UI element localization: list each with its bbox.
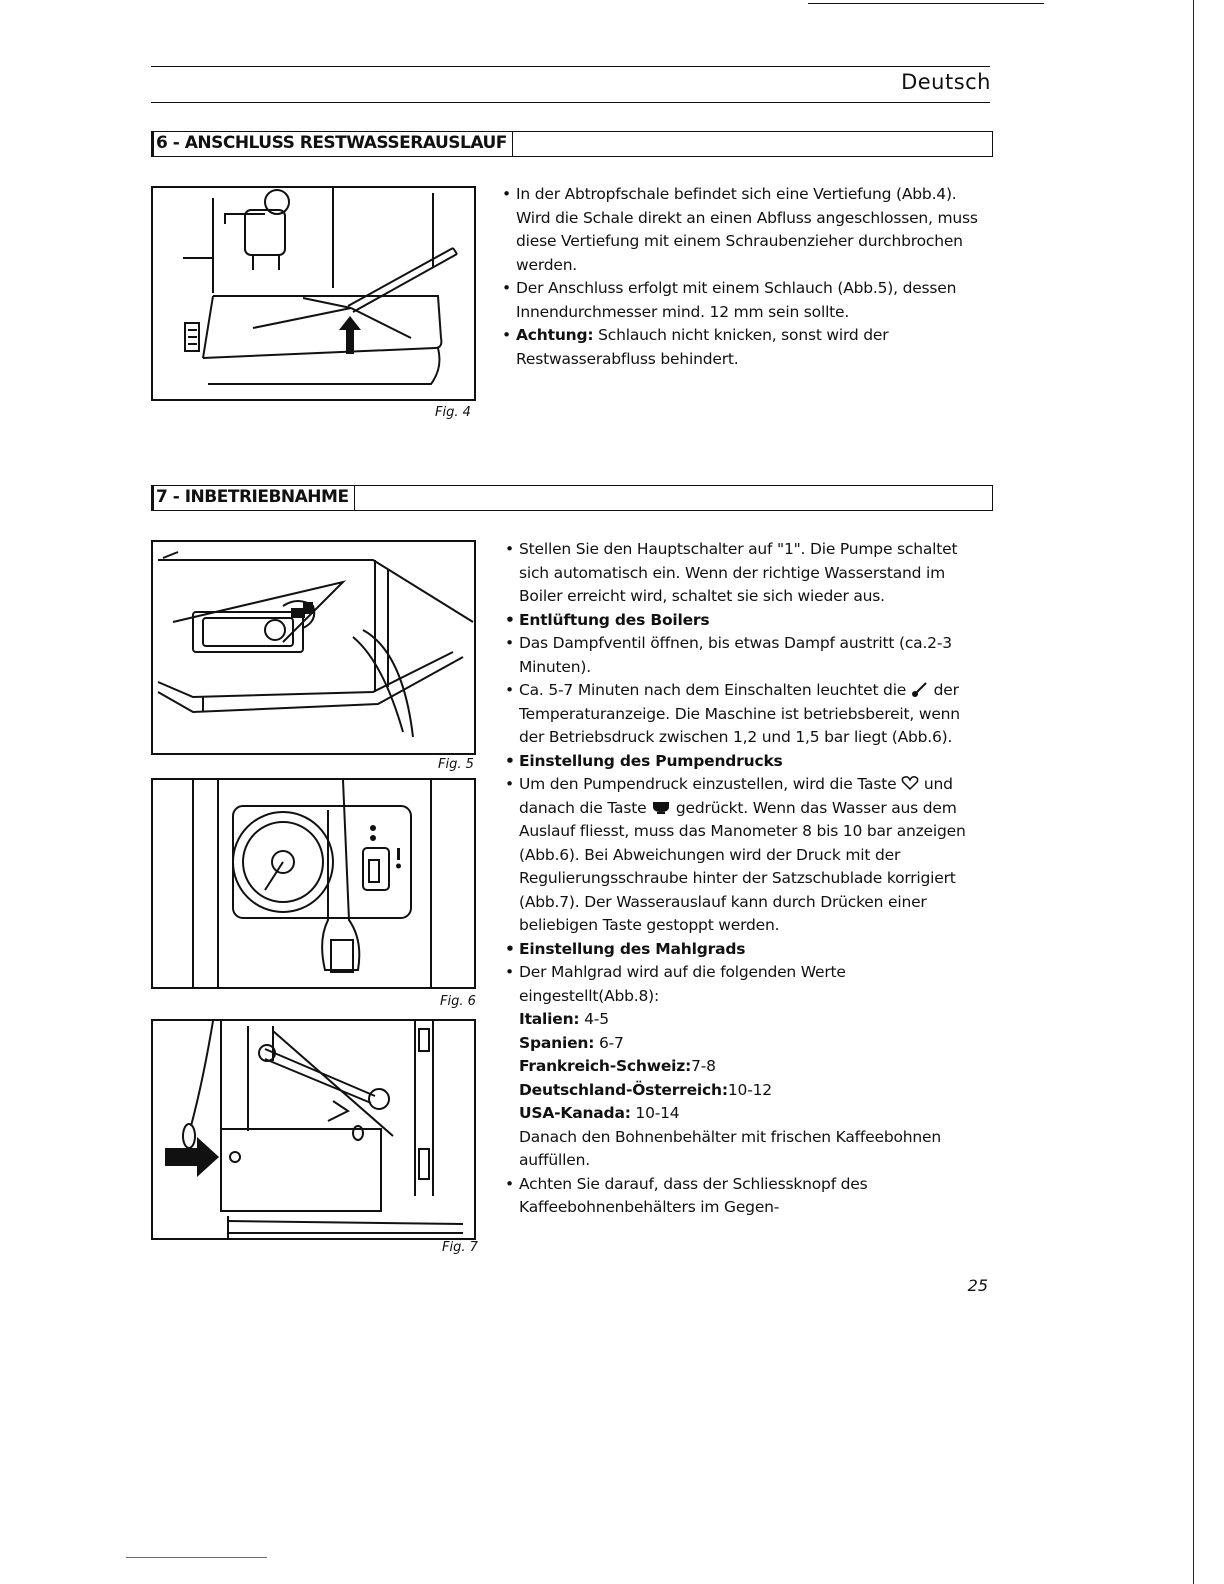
temperature-text-a: Ca. 5-7 Minuten nach dem Einschalten leuchtet die (519, 681, 907, 699)
section-7-para-temperature (505, 679, 985, 750)
figure-7-caption: Fig. 7 (442, 1240, 478, 1255)
section-7-para-pump-pressure (505, 773, 985, 938)
figure-7 (151, 1019, 476, 1240)
grind-value-usa-canada: 10-14 (630, 1104, 680, 1122)
temperature-text-b: der Temperaturanzeige. Die Maschine ist betriebsbereit, wenn der Betriebsdruck zwischen 1,2 und 1,5 bar liegt (Abb.6). (519, 681, 960, 746)
section-6-bullet-3 (502, 324, 982, 371)
header-rule-bottom (151, 102, 990, 103)
heading-boiler-venting: • Entlüftung des Boilers (505, 609, 985, 633)
grind-row-usa-canada (505, 1102, 985, 1126)
grind-country-germany-austria: Deutschland-Österreich: (519, 1080, 728, 1099)
figure-6-caption: Fig. 6 (440, 994, 476, 1009)
bottom-left-rule (126, 1557, 267, 1558)
pressure-screw-illustration (153, 1021, 474, 1238)
language-label: Deutsch (901, 70, 991, 94)
grind-value-france-switzerland: 7-8 (691, 1057, 716, 1075)
cup-button-icon (651, 799, 671, 815)
section-7-para-main-switch: • Stellen Sie den Hauptschalter auf "1". Die Pumpe schaltet sich automatisch ein. Wenn der richtige Wasserstand im Boiler erreicht wird, schaltet sie sich wieder aus. (505, 538, 985, 609)
section-7-header (151, 485, 993, 511)
section-7-title: 7 - INBETRIEBNAHME (156, 487, 355, 507)
section-6-header (151, 131, 993, 157)
heading-pump-pressure: • Einstellung des Pumpendrucks (505, 750, 985, 774)
grind-country-france-switzerland: Frankreich-Schweiz: (519, 1057, 692, 1075)
page-number: 25 (967, 1276, 988, 1295)
heart-button-icon (901, 775, 919, 791)
figure-6 (151, 778, 476, 989)
figure-4 (151, 186, 476, 401)
section-6-bullet-1: • In der Abtropfschale befindet sich eine Vertiefung (Abb.4). Wird die Schale direkt an einen Abfluss angeschlossen, muss diese Vertiefung mit einem Schraubenzieher durchbrochen werden. (502, 183, 982, 277)
section-6-text (502, 183, 982, 371)
warning-label: Achtung: (516, 326, 594, 344)
pump-text-c: gedrückt. Wenn das Wasser aus dem Auslauf fliesst, muss das Manometer 8 bis 10 bar anzeigen (Abb.6). Bei Abweichungen wird der Druck mit der Regulierungsschraube hinter der Satzschublade korrigiert (Abb.7). Der Wasserauslauf kann durch Drücken einer beliebigen Taste gestoppt werden. (519, 798, 966, 934)
grind-value-germany-austria: 10-12 (727, 1080, 772, 1099)
section-6-bullet-2: • Der Anschluss erfolgt mit einem Schlauch (Abb.5), dessen Innendurchmesser mind. 12 mm sein sollte. (502, 277, 982, 324)
figure-5 (151, 540, 476, 755)
drip-tray-illustration (153, 188, 474, 399)
grind-country-spain: Spanien: (519, 1033, 595, 1052)
section-7-text (505, 538, 985, 1220)
figure-4-caption: Fig. 4 (435, 405, 471, 420)
grind-country-usa-canada: USA-Kanada: (519, 1104, 631, 1122)
pump-text-a: Um den Pumpendruck einzustellen, wird die Taste (519, 775, 897, 793)
page-edge-rule (808, 3, 1044, 4)
figure-5-caption: Fig. 5 (438, 757, 474, 772)
grind-value-spain: 6-7 (594, 1033, 624, 1052)
grind-row-italy (505, 1008, 985, 1032)
section-7-para-lock-knob: • Achten Sie darauf, dass der Schliessknopf des Kaffeebohnenbehälters im Gegen- (505, 1173, 985, 1220)
grind-row-germany-austria (505, 1079, 985, 1103)
up-arrow-icon (339, 316, 361, 354)
warning-text: Schlauch nicht knicken, sonst wird der Restwasserabfluss behindert. (516, 326, 889, 368)
heading-grind-setting: • Einstellung des Mahlgrads (505, 938, 985, 962)
grind-value-italy: 4-5 (579, 1010, 609, 1028)
section-6-title: 6 - ANSCHLUSS RESTWASSERAUSLAUF (156, 133, 513, 153)
grind-row-france-switzerland (505, 1055, 985, 1079)
right-margin-line (1193, 0, 1194, 1584)
grind-country-italy: Italien: (519, 1010, 580, 1028)
temperature-lamp-icon (911, 681, 929, 697)
section-7-para-steam-valve: • Das Dampfventil öffnen, bis etwas Dampf austritt (ca.2-3 Minuten). (505, 632, 985, 679)
grind-row-spain (505, 1032, 985, 1056)
boiler-tray-illustration (153, 542, 474, 753)
header-rule-top (151, 66, 990, 67)
right-arrow-icon (165, 1137, 219, 1177)
pump-text-b: und danach die Taste (519, 775, 953, 817)
section-7-para-grind: • Der Mahlgrad wird auf die folgenden Werte eingestellt(Abb.8): (505, 961, 985, 1008)
manometer-illustration (153, 780, 474, 987)
section-7-para-refill: Danach den Bohnenbehälter mit frischen Kaffeebohnen auffüllen. (519, 1127, 941, 1169)
